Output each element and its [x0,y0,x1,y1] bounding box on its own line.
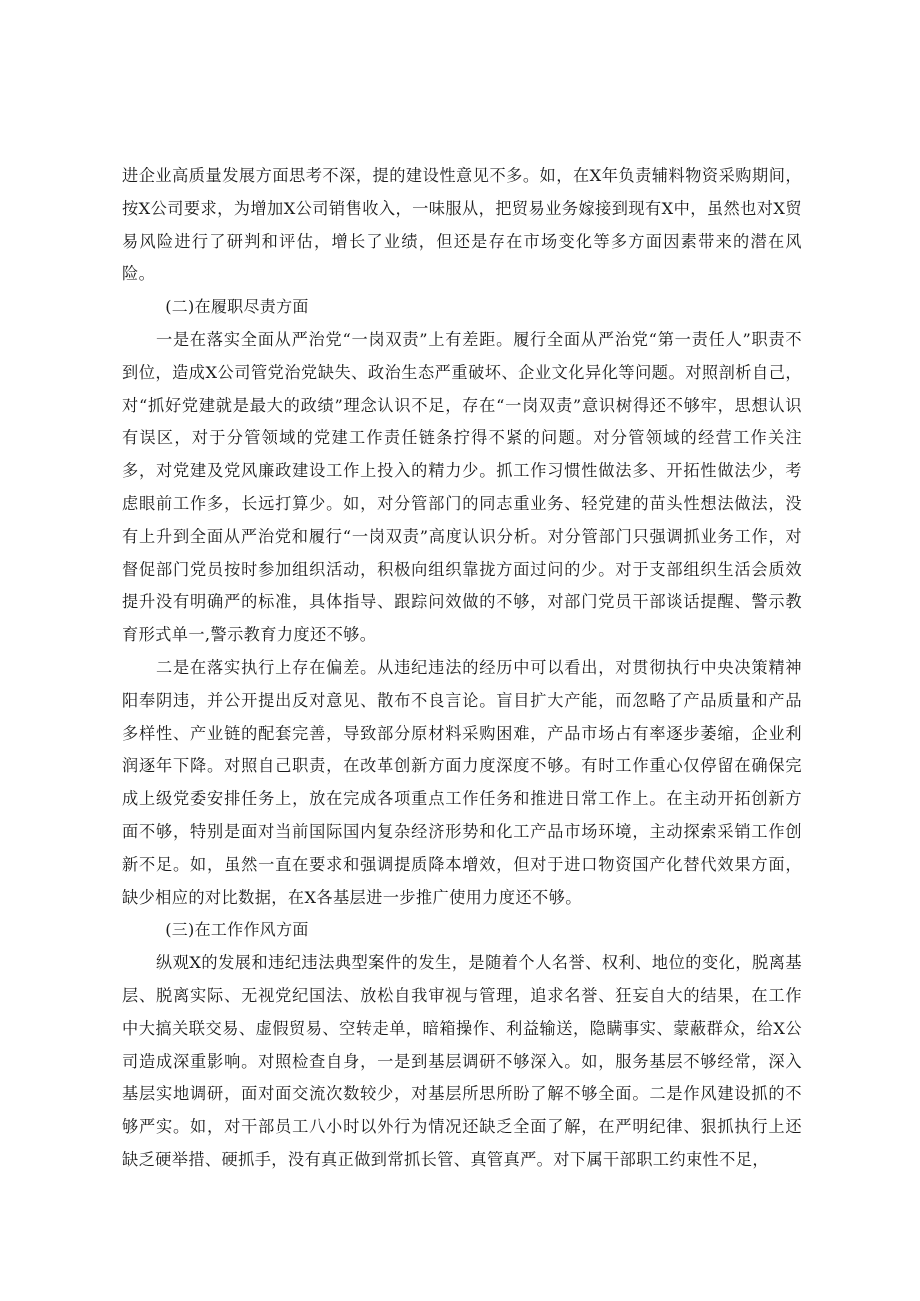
document-body [122,160,802,1177]
section-heading-duty: (二)在履职尽责方面 [165,297,309,317]
paragraph-style-1: 纵观X的发展和违纪违法典型案件的发生，是随着个人名誉、权利、地位的变化，脱离基层、脱离实际、无视党纪国法、放松自我审视与管理，追求名誉、狂妄自大的结果，在工作中大搞关联交易、虚假贸易、空转走单，暗箱操作、利益输送，隐瞒事实、蒙蔽群众，给X公司造成深重影响。对照检查自身，一是到基层调研不够深入。如，服务基层不够经常，深入基层实地调研，面对面交流次数较少，对基层所思所盼了解不够全面。二是作风建设抓的不够严实。如，对干部员工八小时以外行为情况还缺乏全面了解，在严明纪律、狠抓执行上还缺乏硬举措、硬抓手，没有真正做到常抓长管、真管真严。对下属干部职工约束性不足， [122,953,802,1169]
paragraph-continuation: 进企业高质量发展方面思考不深，提的建设性意见不多。如，在X年负责辅料物资采购期间，按X公司要求，为增加X公司销售收入，一味服从，把贸易业务嫁接到现有X中，虽然也对X贸易风险进行了研判和评估，增长了业绩，但还是存在市场变化等多方面因素带来的潜在风险。 [122,166,802,284]
paragraph-duty-1: 一是在落实全面从严治党“一岗双责”上有差距。履行全面从严治党“第一责任人”职责不到位，造成X公司管党治党缺失、政治生态严重破坏、企业文化异化等问题。对照剖析自己，对“抓好党建就是最大的政绩”理念认识不足，存在“一岗双责”意识树得还不够牢，思想认识有误区，对于分管领域的党建工作责任链条拧得不紧的问题。对分管领域的经营工作关注多，对党建及党风廉政建设工作上投入的精力少。抓工作习惯性做法多、开拓性做法少，考虑眼前工作多，长远打算少。如，对分管部门的同志重业务、轻党建的苗头性想法做法，没有上升到全面从严治党和履行“一岗双责”高度认识分析。对分管部门只强调抓业务工作，对督促部门党员按时参加组织活动，积极向组织靠拢方面过问的少。对于支部组织生活会质效提升没有明确严的标准，具体指导、跟踪问效做的不够，对部门党员干部谈话提醒、警示教育形式单一,警示教育力度还不够。 [122,329,802,645]
section-heading-style: (三)在工作作风方面 [165,920,309,940]
paragraph-duty-2: 二是在落实执行上存在偏差。从违纪违法的经历中可以看出，对贯彻执行中央决策精神阳奉阴违，并公开提出反对意见、散布不良言论。盲目扩大产能，而忽略了产品质量和产品多样性、产业链的配套完善，导致部分原材料采购困难，产品市场占有率逐步萎缩，企业利润逐年下降。对照自己职责，在改革创新方面力度深度不够。有时工作重心仅停留在确保完成上级党委安排任务上，放在完成各项重点工作任务和推进日常工作上。在主动开拓创新方面不够，特别是面对当前国际国内复杂经济形势和化工产品市场环境，主动探索采销工作创新不足。如，虽然一直在要求和强调提质降本增效，但对于进口物资国产化替代效果方面，缺少相应的对比数据，在X各基层进一步推广使用力度还不够。 [122,657,802,907]
